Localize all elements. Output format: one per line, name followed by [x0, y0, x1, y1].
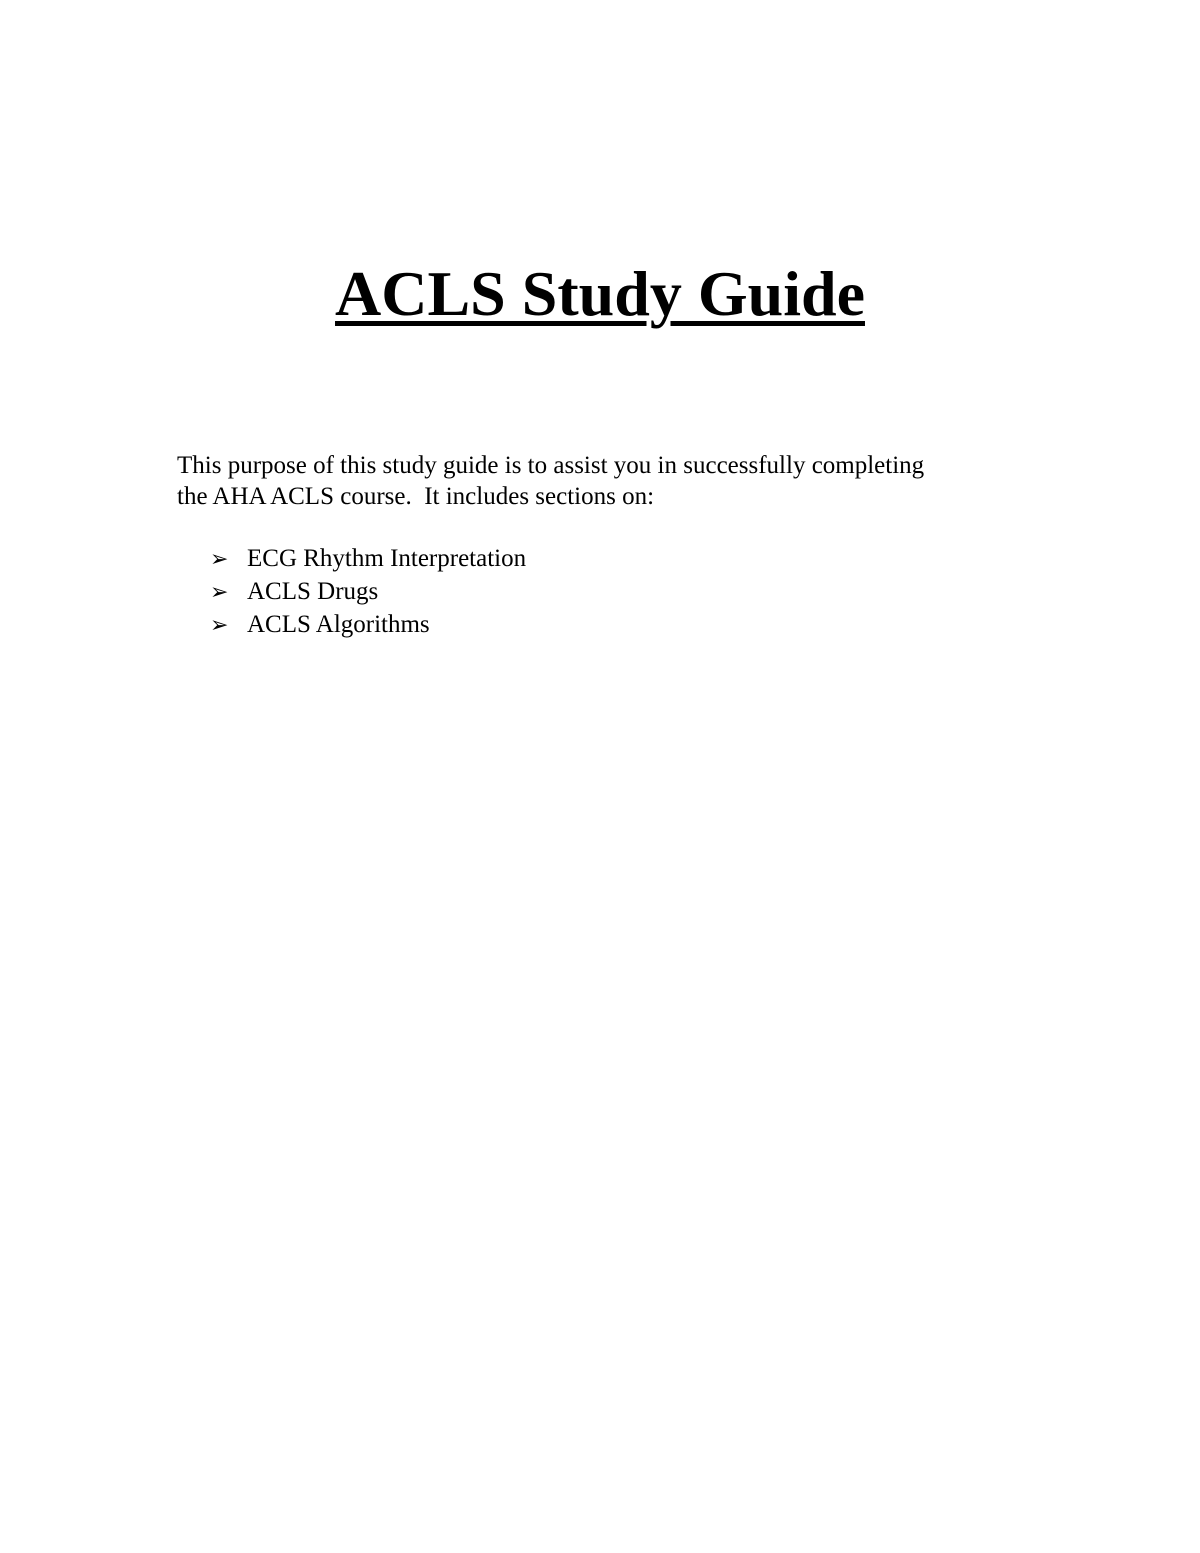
arrowhead-bullet-icon: ➢ — [210, 613, 229, 638]
list-item — [210, 609, 526, 642]
section-label: ACLS Drugs — [247, 578, 379, 605]
intro-line-1: This purpose of this study guide is to assist you in successfully completing — [177, 452, 925, 479]
arrowhead-bullet-icon: ➢ — [210, 580, 229, 605]
page-title-text: ACLS Study Guide — [335, 258, 865, 329]
sections-list — [210, 543, 526, 642]
intro-paragraph — [177, 450, 1037, 512]
section-label: ECG Rhythm Interpretation — [247, 545, 527, 572]
list-item — [210, 543, 526, 576]
page-title — [0, 256, 1200, 332]
intro-line-2: the AHA ACLS course. It includes sections on: — [177, 483, 655, 510]
arrowhead-bullet-icon: ➢ — [210, 547, 229, 572]
section-label: ACLS Algorithms — [247, 611, 430, 638]
list-item — [210, 576, 526, 609]
